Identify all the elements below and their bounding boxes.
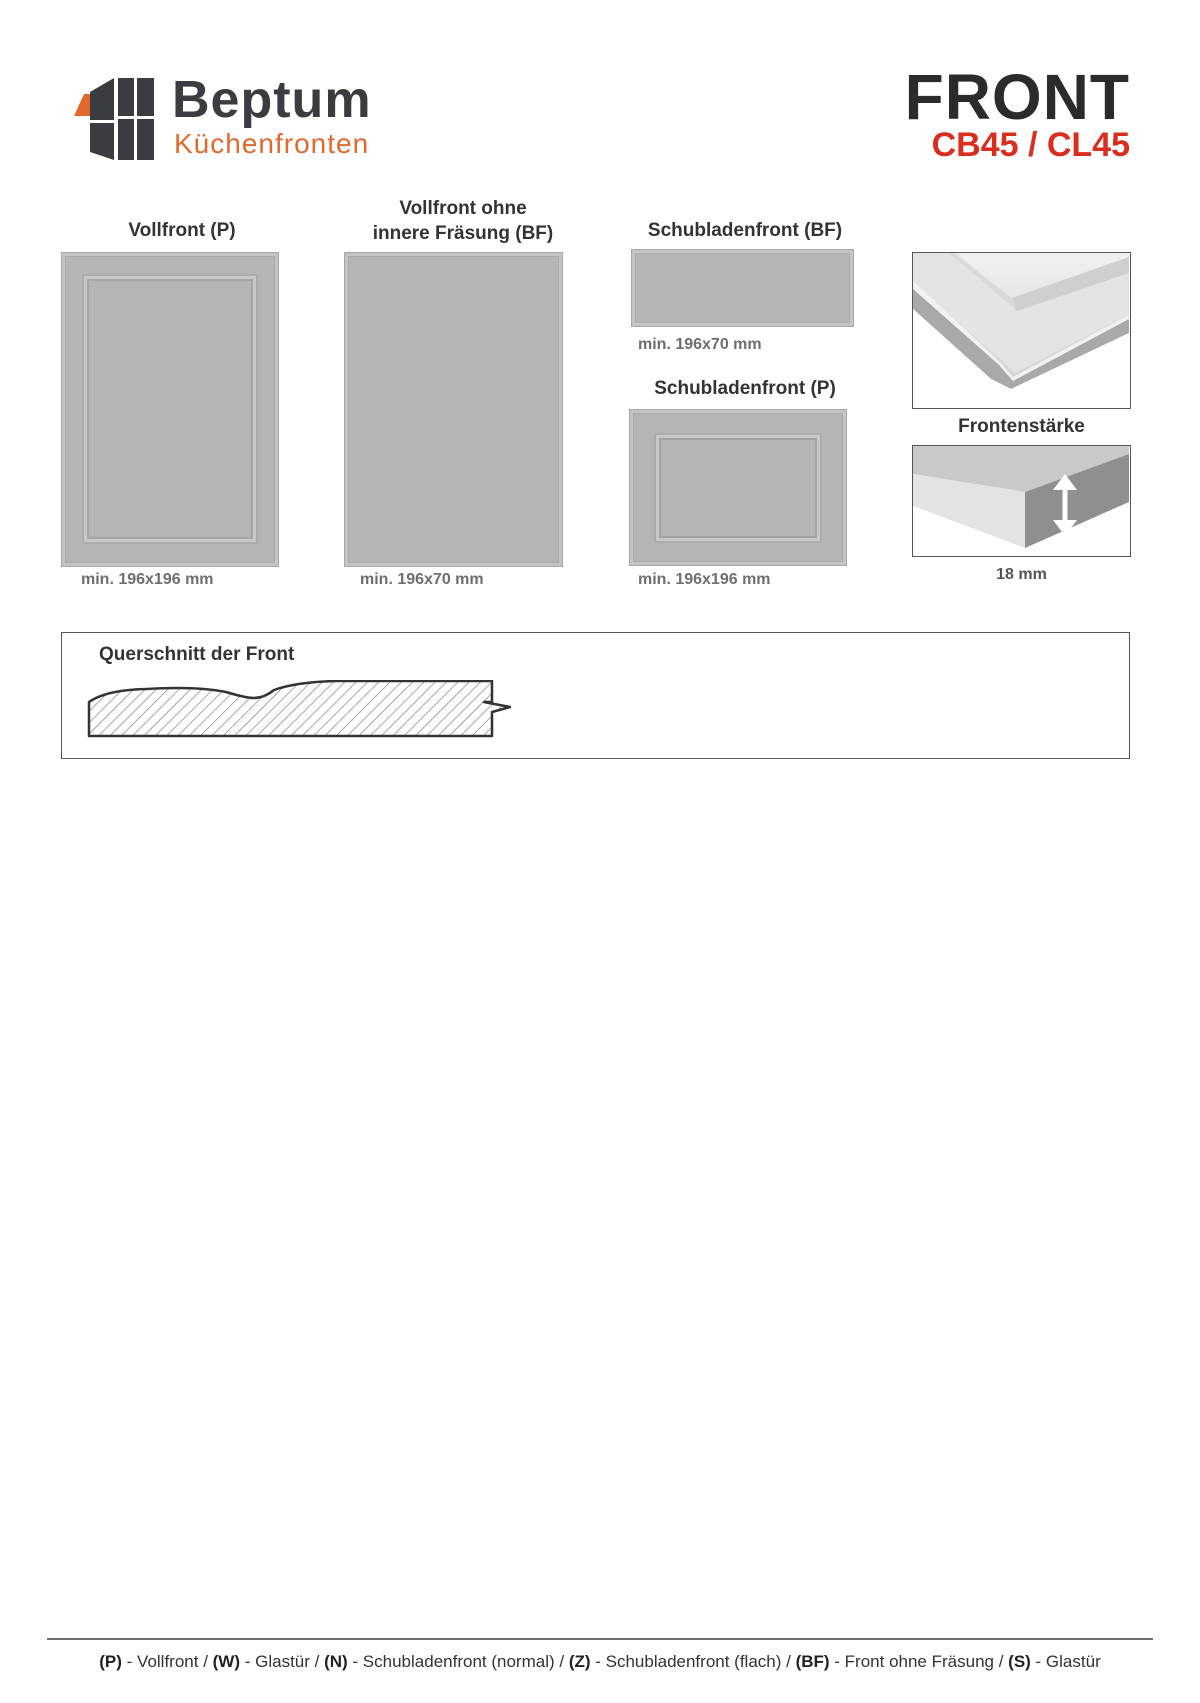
- brand-subtitle: Küchenfronten: [174, 128, 370, 159]
- legend-text-z: - Schubladenfront (flach) /: [590, 1652, 796, 1671]
- thickness-image: [912, 445, 1131, 557]
- legend-code-s: (S): [1008, 1652, 1031, 1671]
- legend-text-bf: - Front ohne Fräsung /: [829, 1652, 1009, 1671]
- model-code: CB45 / CL45: [931, 126, 1130, 164]
- front-image-vollfront-bf: [345, 253, 562, 566]
- legend-code-z: (Z): [568, 1652, 591, 1671]
- front-label-schubladenfront-p: Schubladenfront (P): [654, 378, 836, 399]
- brand-logo-icon: [72, 72, 164, 160]
- front-image-schubladenfront-bf: [632, 250, 853, 326]
- legend-text-n: - Schubladenfront (normal) /: [347, 1652, 569, 1671]
- front-label-vollfront-p: Vollfront (P): [128, 220, 236, 241]
- cross-section-profile: [86, 680, 516, 740]
- legend-text-s: - Glastür: [1030, 1652, 1101, 1671]
- corner-detail-image: [912, 252, 1131, 409]
- front-label-vollfront-bf-line2: innere Fräsung (BF): [372, 223, 554, 244]
- legend-code-n: (N): [324, 1652, 348, 1671]
- front-image-vollfront-p: [62, 253, 278, 566]
- legend-text-w: - Glastür /: [240, 1652, 325, 1671]
- thickness-graphic: [913, 446, 1129, 555]
- legend-code-p: (P): [99, 1652, 122, 1671]
- footer-legend: [60, 1652, 1140, 1672]
- legend-text-p: - Vollfront /: [121, 1652, 213, 1671]
- front-image-schubladenfront-p: [630, 410, 846, 565]
- thickness-value: 18 mm: [996, 566, 1047, 583]
- legend-code-w: (W): [212, 1652, 241, 1671]
- front-inner-panel: [89, 281, 251, 537]
- cross-section-label: Querschnitt der Front: [99, 644, 295, 665]
- brand-name: Beptum: [172, 71, 372, 129]
- document-title: FRONT: [904, 61, 1130, 133]
- thickness-label: Frontenstärke: [958, 416, 1085, 437]
- legend-code-bf: (BF): [795, 1652, 830, 1671]
- front-minsize-vollfront-bf: min. 196x70 mm: [360, 571, 484, 588]
- front-label-schubladenfront-bf: Schubladenfront (BF): [647, 220, 843, 241]
- drawer-inner-panel: [661, 440, 815, 536]
- corner-detail-graphic: [913, 253, 1129, 407]
- front-minsize-schubladenfront-bf: min. 196x70 mm: [638, 336, 762, 353]
- front-minsize-schubladenfront-p: min. 196x196 mm: [638, 571, 771, 588]
- front-minsize-vollfront-p: min. 196x196 mm: [81, 571, 214, 588]
- front-label-vollfront-bf-line1: Vollfront ohne: [399, 198, 527, 219]
- footer-rule: [47, 1638, 1153, 1640]
